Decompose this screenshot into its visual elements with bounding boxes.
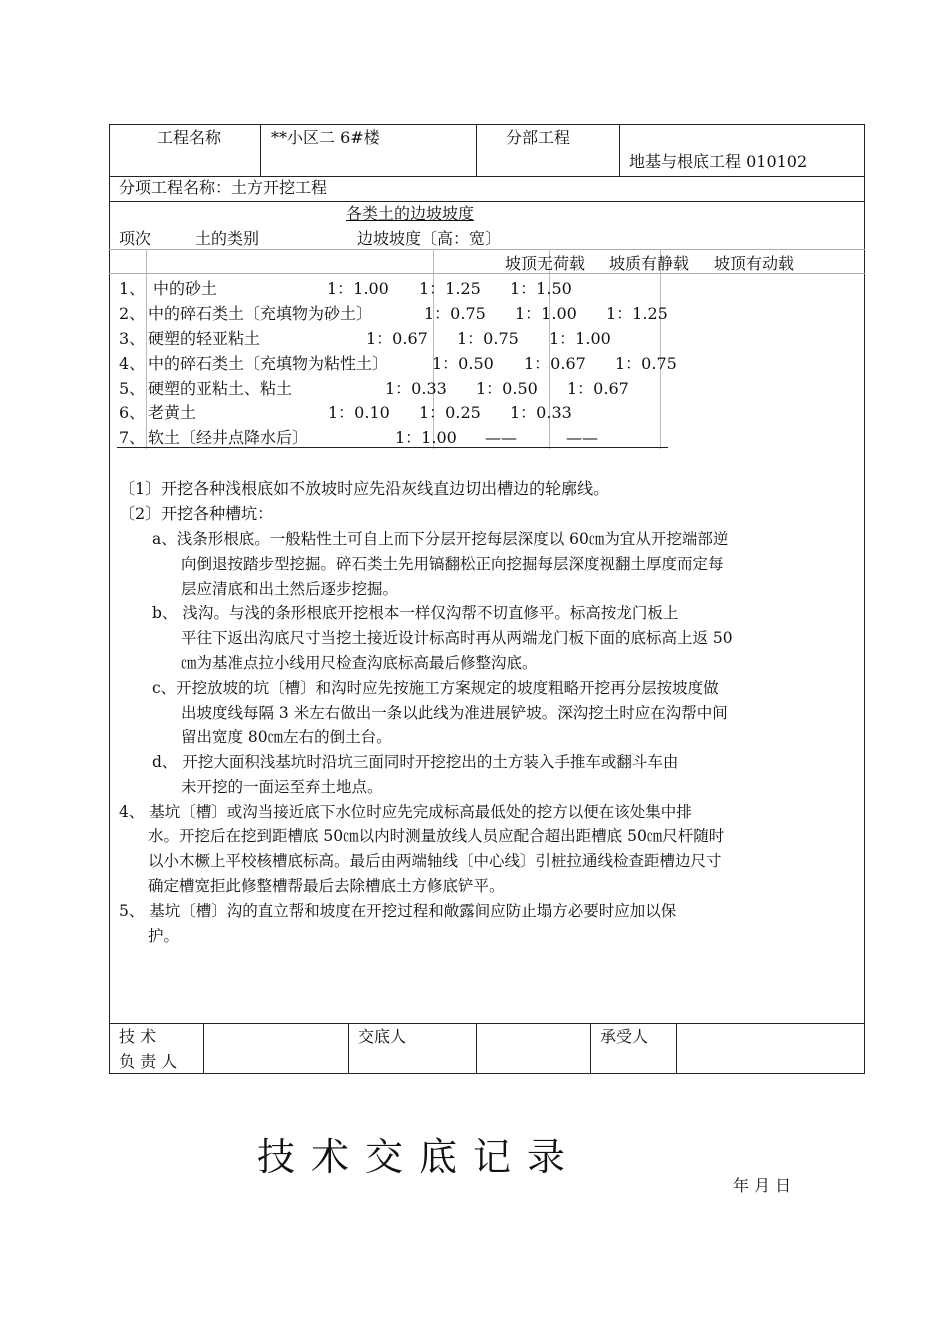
header-divider-1 <box>260 124 261 176</box>
item-c-line: c、开挖放坡的坑〔槽〕和沟时应先按施工方案规定的坡度粗略开挖再分层按坡度做 <box>152 679 719 697</box>
row-soil: 中的碎石类土〔充填物为粘性土〕 <box>148 354 389 373</box>
col-item: 项次 <box>119 229 152 248</box>
item-4-line: 以小木橛上平校核槽底标高。最后由两端轴线〔中心线〕引桩拉通线检查距槽边尺寸 <box>148 852 722 870</box>
row-v1: 1：0.75 <box>424 304 486 323</box>
row-v2: 1：0.25 <box>419 403 481 422</box>
item-4-line: 确定槽宽拒此修整槽帮最后去除槽底土方修底铲平。 <box>148 877 505 895</box>
row-v3: —— <box>566 428 598 447</box>
footer-divider-2 <box>348 1023 349 1073</box>
row-v2: —— <box>485 428 517 447</box>
row-v3: 1：1.25 <box>606 304 668 323</box>
item-4-line: 4、 基坑〔槽〕或沟当接近底下水位时应先完成标高最低处的挖方以便在该处集中排 <box>119 803 692 821</box>
item-a-line: 层应清底和出土然后逐步挖掘。 <box>181 580 399 598</box>
row-v2: 1：0.50 <box>476 379 538 398</box>
row-v1: 1：1.00 <box>327 279 389 298</box>
division-label: 分部工程 <box>506 128 571 147</box>
row-no: 6、 <box>119 403 146 422</box>
item-b-line: b、 浅沟。与浅的条形根底开挖根本一样仅沟帮不切直修平。标高按龙门板上 <box>152 604 679 622</box>
row-v2: 1：0.75 <box>457 329 519 348</box>
row-v1: 1：1.00 <box>395 428 457 447</box>
header-divider-2 <box>476 124 477 176</box>
footer-divider-3 <box>476 1023 477 1073</box>
tech-lead-label: 技 术 <box>119 1027 157 1046</box>
header-row-bottom <box>109 176 865 177</box>
subcol-no-load: 坡顶无荷载 <box>505 254 586 273</box>
item-b-line: ㎝为基准点拉小线用尺检查沟底标高最后修整沟底。 <box>181 654 538 672</box>
item-c-line: 出坡度线每隔 3 米左右做出一条以此线为准进展铲坡。深沟挖土时应在沟帮中间 <box>181 704 728 722</box>
row-v3: 1：0.33 <box>510 403 572 422</box>
table-border-right <box>864 124 865 1074</box>
row-v3: 1：0.67 <box>567 379 629 398</box>
row-no: 7、 <box>119 428 146 447</box>
row-v3: 1：1.50 <box>510 279 572 298</box>
slope-col-line-1 <box>146 249 147 449</box>
subcol-dynamic-load: 坡顶有动载 <box>714 254 795 273</box>
document-title: 技术交底记录 <box>257 1135 582 1179</box>
row-soil: 软土〔经井点降水后〕 <box>148 428 309 447</box>
row-v3: 1：1.00 <box>549 329 611 348</box>
item-4-line: 水。开挖后在挖到距槽底 50㎝以内时测量放线人员应配合超出距槽底 50㎝尺杆随时 <box>148 827 725 845</box>
row-v2: 1：0.67 <box>524 354 586 373</box>
row-no: 4、 <box>119 354 146 373</box>
date-label: 年 月 日 <box>733 1176 792 1195</box>
row-v1: 1：0.10 <box>328 403 390 422</box>
row-v2: 1：1.25 <box>419 279 481 298</box>
slope-header-line <box>109 249 865 250</box>
row-v2: 1：1.00 <box>515 304 577 323</box>
item-a-line: a、浅条形根底。一般粘性土可自上而下分层开挖每层深度以 60㎝为宜从开挖端部逆 <box>152 530 729 548</box>
subcol-static-load: 坡质有静载 <box>609 254 690 273</box>
col-soil: 土的类别 <box>195 229 260 248</box>
row-v1: 1：0.50 <box>432 354 494 373</box>
slope-table-end-line <box>117 447 668 448</box>
row-v1: 1：0.67 <box>366 329 428 348</box>
discloser-label: 交底人 <box>358 1027 407 1046</box>
item-c-line: 留出宽度 80㎝左右的倒土台。 <box>181 728 392 746</box>
project-name-label: 工程名称 <box>157 128 222 147</box>
item-a-line: 向倒退按踏步型挖掘。碎石类土先用镐翻松正向挖掘每层深度视翻土厚度而定每 <box>181 555 724 573</box>
row-no: 5、 <box>119 379 146 398</box>
row-soil: 硬塑的轻亚粘土 <box>148 329 261 348</box>
table-border-bottom <box>109 1073 865 1074</box>
row-soil: 硬塑的亚粘土、粘土 <box>148 379 293 398</box>
item-d-line: d、 开挖大面积浅基坑时沿坑三面同时开挖挖出的土方装入手推车或翻斗车由 <box>152 753 679 771</box>
footer-divider-1 <box>203 1023 204 1073</box>
item-5-line: 护。 <box>148 927 180 945</box>
row-soil: 中的砂土 <box>153 279 218 298</box>
row-no: 2、 <box>119 304 146 323</box>
row-soil: 老黄土 <box>148 403 197 422</box>
table-border-left <box>109 124 110 1074</box>
row-soil: 中的碎石类土〔充填物为砂土〕 <box>148 304 373 323</box>
col-slope: 边坡坡度〔高：宽〕 <box>357 229 502 248</box>
table-border-top <box>109 124 865 125</box>
subitem-row-bottom <box>109 201 865 202</box>
para-2: 〔2〕开挖各种槽坑： <box>119 504 274 523</box>
slope-caption: 各类土的边坡坡度 <box>346 204 475 223</box>
header-divider-3 <box>619 124 620 176</box>
item-b-line: 平往下返出沟底尺寸当挖土接近设计标高时再从两端龙门板下面的底标高上返 50 <box>181 629 733 647</box>
row-no: 1、 <box>119 279 146 298</box>
project-name-value: **小区二 6#楼 <box>271 128 380 147</box>
sub-item-name: 分项工程名称：土方开挖工程 <box>119 178 328 197</box>
row-no: 3、 <box>119 329 146 348</box>
footer-divider-4 <box>590 1023 591 1073</box>
item-5-line: 5、 基坑〔槽〕沟的直立帮和坡度在开挖过程和敞露间应防止塌方必要时应加以保 <box>119 902 677 920</box>
row-v3: 1：0.75 <box>615 354 677 373</box>
row-v1: 1：0.33 <box>385 379 447 398</box>
item-d-line: 未开挖的一面运至弃土地点。 <box>181 778 383 796</box>
receiver-label: 承受人 <box>600 1027 649 1046</box>
tech-lead-label-2: 负 责 人 <box>119 1052 178 1071</box>
footer-row-top <box>109 1023 865 1024</box>
slope-col-line-4 <box>660 249 661 449</box>
footer-divider-5 <box>676 1023 677 1073</box>
division-value: 地基与根底工程 010102 <box>629 152 808 171</box>
para-1: 〔1〕开挖各种浅根底如不放坡时应先沿灰线直边切出槽边的轮廓线。 <box>119 479 610 498</box>
